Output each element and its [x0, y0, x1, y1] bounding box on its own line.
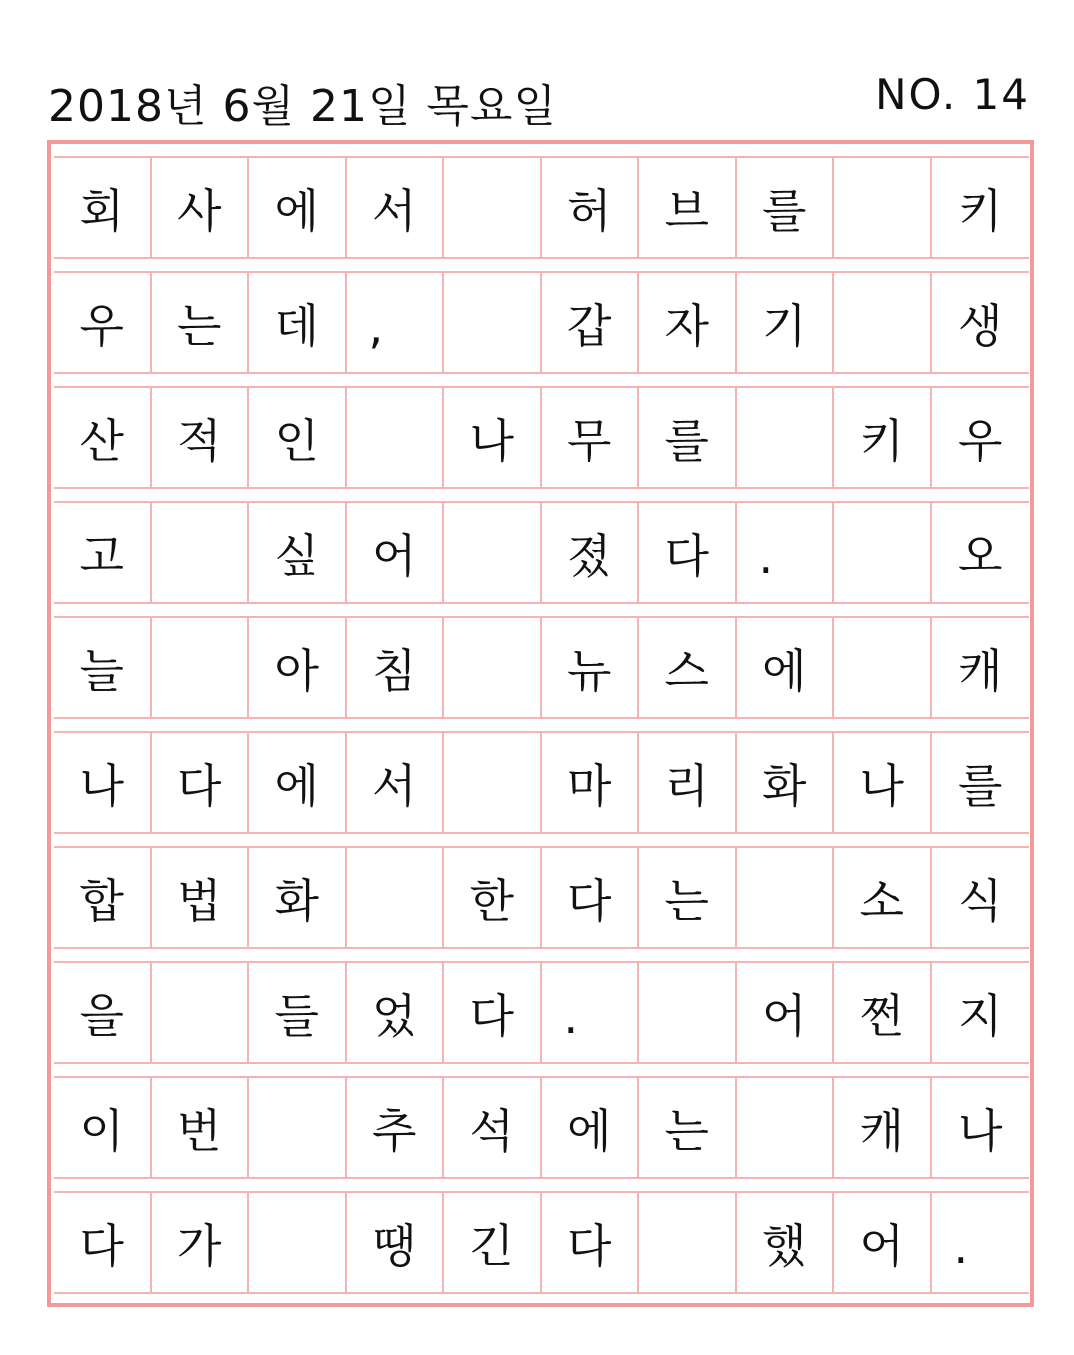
grid-cell: 추 — [347, 1078, 445, 1177]
grid-cell: 번 — [152, 1078, 250, 1177]
grid-cell: 화 — [737, 733, 835, 832]
grid-cell: 는 — [152, 273, 250, 372]
grid-cell: 갑 — [542, 273, 640, 372]
grid-cell: 다 — [54, 1193, 152, 1292]
grid-cell: 늘 — [54, 618, 152, 717]
grid-cell — [249, 1193, 347, 1292]
grid-cell: 나 — [444, 388, 542, 487]
grid-cell: 나 — [834, 733, 932, 832]
grid-cell: 를 — [639, 388, 737, 487]
grid-cell: 나 — [958, 1103, 1003, 1158]
grid-cell: 서 — [347, 158, 445, 257]
grid-cell: 적 — [152, 388, 250, 487]
grid-cell: 다 — [152, 733, 250, 832]
grid-cell: 쩐 — [834, 963, 932, 1062]
grid-cell: 땡 — [347, 1193, 445, 1292]
grid-cell: 다 — [639, 503, 737, 602]
grid-cell: 키 — [958, 183, 1003, 238]
grid-cell: 브 — [639, 158, 737, 257]
grid-cell — [834, 503, 932, 602]
diary-date: 2018년 6월 21일 목요일 — [48, 81, 557, 132]
grid-cell: 어 — [834, 1193, 932, 1292]
grid-cell: 어 — [347, 503, 445, 602]
grid-cell: 사 — [152, 158, 250, 257]
grid-cell: 는 — [639, 848, 737, 947]
grid-cell: 를 — [958, 758, 1003, 813]
grid-cell — [444, 618, 542, 717]
grid-cell: 다 — [444, 963, 542, 1062]
diary-header — [48, 70, 1030, 130]
grid-cell — [249, 1078, 347, 1177]
grid-cell — [152, 618, 250, 717]
grid-row — [54, 1076, 1029, 1179]
grid-cell: 인 — [249, 388, 347, 487]
grid-cell: 오 — [958, 528, 1003, 583]
grid-cell: 캐 — [958, 643, 1003, 698]
grid-cell: 캐 — [834, 1078, 932, 1177]
grid-cell: 이 — [54, 1078, 152, 1177]
grid-cell: 한 — [444, 848, 542, 947]
grid-cell — [152, 503, 250, 602]
grid-cell: , — [347, 273, 445, 372]
grid-cell — [347, 388, 445, 487]
grid-cell: 데 — [249, 273, 347, 372]
grid-row — [54, 846, 1029, 949]
grid-cell: 합 — [54, 848, 152, 947]
grid-cell — [444, 158, 542, 257]
grid-cell — [444, 273, 542, 372]
grid-cell: 싶 — [249, 503, 347, 602]
grid-cell: 자 — [639, 273, 737, 372]
grid-cell: 에 — [249, 733, 347, 832]
grid-cell: 뉴 — [542, 618, 640, 717]
grid-cell: 었 — [347, 963, 445, 1062]
grid-cell: 생 — [958, 298, 1003, 353]
grid-cell — [834, 158, 932, 257]
grid-cell: 기 — [737, 273, 835, 372]
grid-cell — [639, 963, 737, 1062]
grid-cell — [347, 848, 445, 947]
grid-cell — [737, 388, 835, 487]
grid-cell — [444, 733, 542, 832]
grid-cell: 긴 — [444, 1193, 542, 1292]
grid-cell: 을 — [54, 963, 152, 1062]
grid-cell: 들 — [249, 963, 347, 1062]
grid-cell: 우 — [54, 273, 152, 372]
grid-row — [54, 616, 1029, 719]
grid-cell: 를 — [737, 158, 835, 257]
grid-cell: . — [737, 503, 835, 602]
grid-cell: 다 — [542, 1193, 640, 1292]
grid-cell: 다 — [542, 848, 640, 947]
grid-cell — [639, 1193, 737, 1292]
grid-row — [54, 1191, 1029, 1294]
grid-cell: 에 — [737, 618, 835, 717]
grid-cell: 침 — [347, 618, 445, 717]
grid-cell: . — [953, 1220, 969, 1274]
grid-cell: 식 — [958, 873, 1003, 928]
grid-cell: 마 — [542, 733, 640, 832]
grid-row — [54, 386, 1029, 489]
grid-cell — [737, 1078, 835, 1177]
grid-cell: 고 — [54, 503, 152, 602]
grid-row — [54, 501, 1029, 604]
grid-cell: 아 — [249, 618, 347, 717]
grid-cell — [834, 273, 932, 372]
grid-cell: 어 — [737, 963, 835, 1062]
grid-cell — [444, 503, 542, 602]
grid-cell: 소 — [834, 848, 932, 947]
grid-cell: 졌 — [542, 503, 640, 602]
grid-cell: 지 — [958, 988, 1003, 1043]
grid-cell — [737, 848, 835, 947]
grid-cell: 석 — [444, 1078, 542, 1177]
grid-cell: 에 — [249, 158, 347, 257]
grid-cell: 서 — [347, 733, 445, 832]
grid-row — [54, 271, 1029, 374]
grid-cell: 가 — [152, 1193, 250, 1292]
grid-cell: 산 — [54, 388, 152, 487]
grid-cell: 법 — [152, 848, 250, 947]
grid-cell: 허 — [542, 158, 640, 257]
grid-cell: 키 — [834, 388, 932, 487]
manuscript-grid — [47, 140, 1034, 1307]
page-number: NO. 14 — [875, 70, 1030, 119]
grid-row — [54, 961, 1029, 1064]
grid-cell: 무 — [542, 388, 640, 487]
grid-cell: 우 — [958, 413, 1003, 468]
grid-cell: 리 — [639, 733, 737, 832]
grid-cell: 했 — [737, 1193, 835, 1292]
grid-cell — [152, 963, 250, 1062]
grid-cell: . — [542, 963, 640, 1062]
grid-row — [54, 731, 1029, 834]
grid-cell: 스 — [639, 618, 737, 717]
grid-row — [54, 156, 1029, 259]
grid-cell: 화 — [249, 848, 347, 947]
grid-cell: 나 — [54, 733, 152, 832]
grid-cell: 는 — [639, 1078, 737, 1177]
grid-cell: 에 — [542, 1078, 640, 1177]
grid-cell: 회 — [54, 158, 152, 257]
grid-cell — [834, 618, 932, 717]
